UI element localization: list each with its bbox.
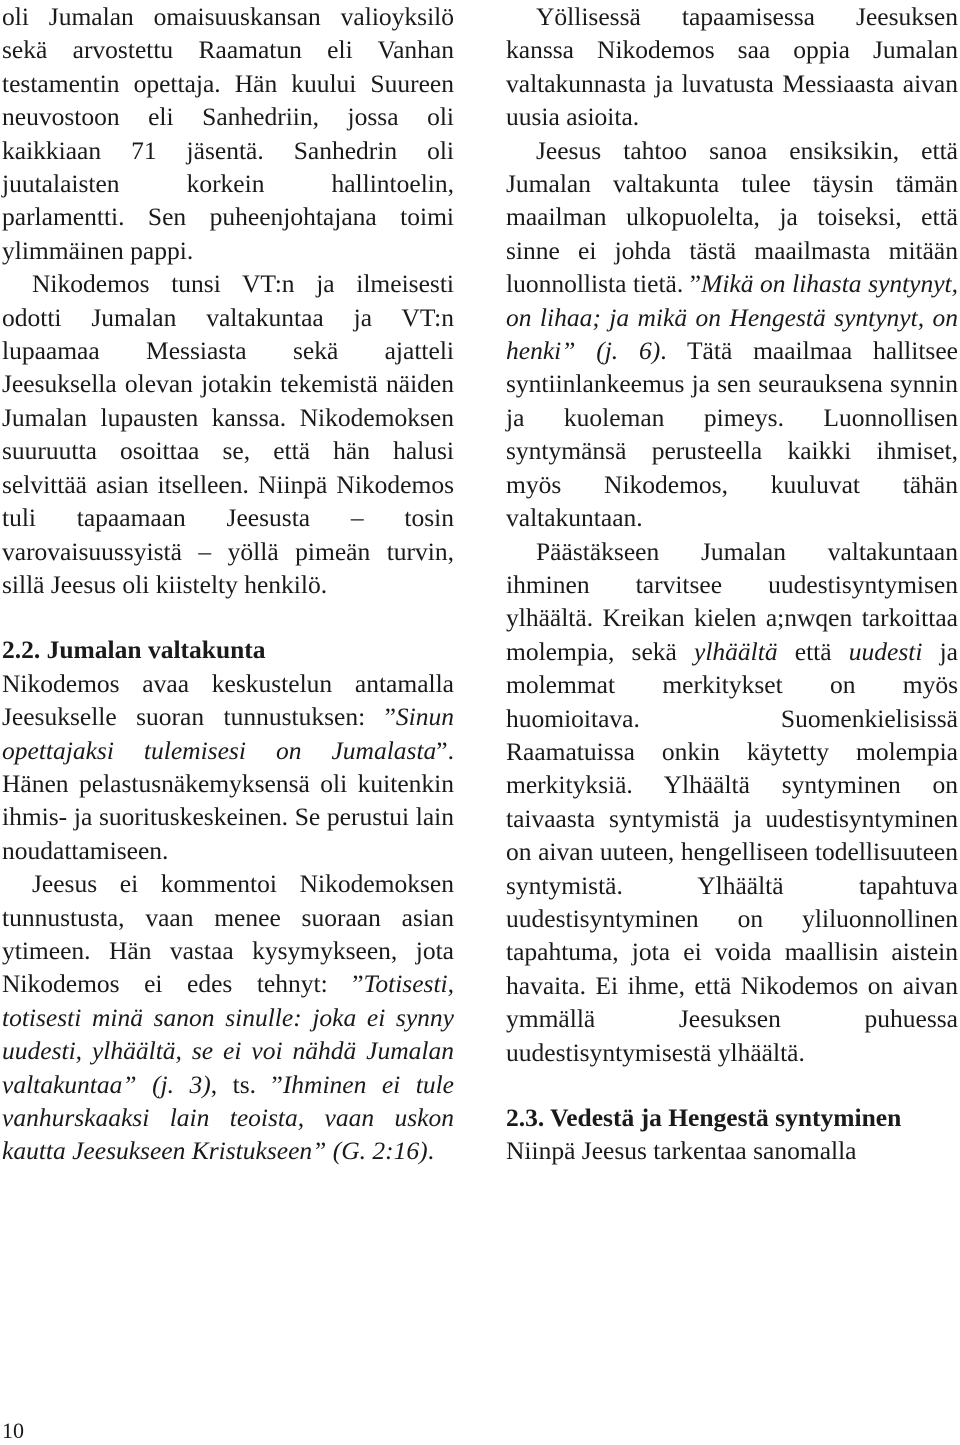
paragraph-nikodemos-knowledge: Nikodemos tunsi VT:n ja ilmeisesti odotti Jumalan valtakuntaa ja VT:n lupaamaa Messiasta sekä ajatteli Jeesuksella olevan jotakin tekemistä näiden Jumalan lupausten kanssa. Nikodemoksen suuruutta osoittaa se, että hän halusi selvittää asian itselleen. Niinpä Nikodemos tuli tapaamaan Jeesusta – tosin varovaisuussyistä – yöllä pimeän turvin, sillä Jeesus oli kiistelty henkilö. — [2, 269, 454, 599]
quote-italic: Mikä on lihasta syntynyt, on lihaa; ja mikä on Hengestä syntynyt, on henki” (j. 6) — [506, 269, 959, 366]
text-run: . Tätä maailmaa hallitsee syntiinlankeemus ja sen seurauksena synnin ja kuoleman pimeys. Luonnollisen syntymänsä perusteella kaikki ihmiset, myös Nikodemos, kuuluvat tähän valtakuntaan. — [506, 336, 958, 533]
section-spacer — [506, 1069, 958, 1101]
paragraph-night-meeting: Yöllisessä tapaamisessa Jeesuksen kanssa Nikodemos saa oppia Jumalan valtakunnasta ja luvatusta Messiaasta aivan uusia asioita. — [506, 2, 958, 132]
text-run: ”. Hänen pelastusnäkemyksensä oli kuitenkin ihmis- ja suorituskeskeinen. Se perustui lain noudattamiseen. — [2, 735, 454, 865]
text-run: Jeesus tahtoo sanoa ensiksikin, että Jumalan valtakunta tulee täysin tämän maailman ulkopuolelta, ja toiseksi, että sinne ei johda tästä maailmasta mitään luonnollista tietä. ” — [506, 135, 958, 299]
emphasis-italic: ylhäältä — [694, 636, 778, 666]
page-number: 10 — [2, 1418, 24, 1443]
text-run: Nikodemos avaa keskustelun antamalla Jeesukselle suoran tunnustuksen: ” — [2, 668, 454, 732]
emphasis-italic: uudesti — [848, 636, 923, 666]
paragraph-intro-continued: oli Jumalan omaisuuskansan valioyksilö sekä arvostettu Raamatun eli Vanhan testamentin opettaja. Hän kuului Suureen neuvostoon eli Sanhedriin, jossa oli kaikkiaan 71 jäsentä. Sanhedrin oli juutalaisten korkein hallintoelin, parlamentti. Sen puheenjohtajana toimi ylimmäinen pappi. — [2, 2, 454, 265]
text-run: että — [777, 636, 849, 666]
right-column — [506, 0, 958, 1168]
text-run: . — [427, 1136, 434, 1166]
paragraph-jesus-clarifies: Niinpä Jeesus tarkentaa sanomalla — [506, 1136, 857, 1166]
quote-italic: Ihminen ei tule vanhurskaaksi lain teoista, vaan uskon kautta Jeesukseen Kristukseen” (G. 2:16) — [2, 1069, 454, 1166]
paragraph-kingdom-origin — [506, 134, 958, 535]
paragraph-jesus-answer — [2, 867, 454, 1168]
text-run: Jeesus ei kommentoi Nikodemoksen tunnustusta, vaan menee suoraan asian ytimeen. Hän vastaa kysymykseen, jota Nikodemos ei edes tehnyt: ” — [2, 869, 454, 999]
quote-italic: Totisesti, totisesti minä sanon sinulle: joka ei synny uudesti, ylhäältä, se ei voi nähdä Jumalan valtakuntaa” (j. 3) — [2, 969, 454, 1099]
section-heading-2-2: 2.2. Jumalan valtakunta — [2, 635, 266, 665]
section-heading-2-3: 2.3. Vedestä ja Hengestä syntyminen — [506, 1103, 902, 1132]
section-spacer — [2, 601, 454, 633]
left-column — [2, 0, 454, 1168]
paragraph-nikodemos-confession — [2, 667, 454, 867]
quote-italic: Sinun opettajaksi tulemisesi on Jumalasta — [2, 702, 454, 765]
text-run: , ts. ” — [210, 1069, 283, 1099]
text-run: ja molemmat merkitykset on myös huomioitava. Suomenkielisissä Raamatuissa onkin käytetty molempia merkityksiä. Ylhäältä syntyminen on taivaasta syntymistä ja uudestisyntyminen on aivan uuteen, hengelliseen todellisuuteen syntymistä. Ylhäältä tapahtuva uudestisyntyminen on yliluonnollinen tapahtuma, jota ei voida maallisin aistein havaita. Ei ihme, että Nikodemos on aivan ymmällä Jeesuksen puhuessa uudestisyntymisestä ylhäältä. — [506, 636, 958, 1067]
paragraph-rebirth-from-above — [506, 535, 958, 1070]
text-run: Päästäkseen Jumalan valtakuntaan ihminen tarvitsee uudestisyntymisen ylhäältä. Kreikan kielen a;nwqen tarkoittaa molempia, sekä — [506, 536, 958, 666]
